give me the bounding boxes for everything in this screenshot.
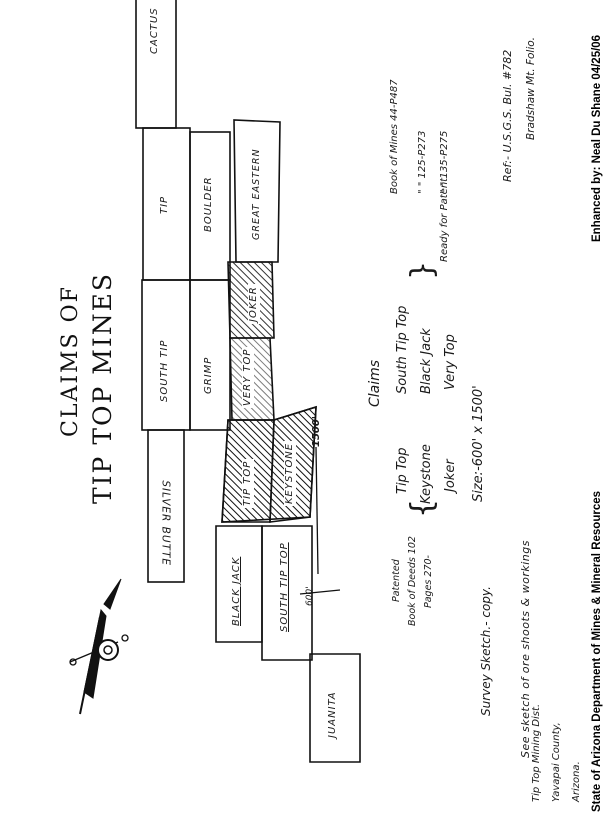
reference-line-1: Ref:- U.S.G.S. Bul. #782: [501, 49, 514, 182]
claims-brace-left: {: [405, 498, 440, 518]
location-line-2: Yavapai County,: [551, 722, 562, 802]
claim-label-boulder: BOULDER: [203, 176, 214, 232]
claim-label-silver-butte: SILVER BUTTE: [159, 480, 172, 566]
book-of-mines-line-3: " " 135-P275: [439, 130, 450, 194]
credit-bottom: State of Arizona Department of Mines & Mineral Resources: [591, 490, 603, 812]
claims-col2-item-2: Black Jack: [419, 328, 434, 394]
patented-note-line-3: Pages 270-: [423, 555, 434, 608]
ready-for-patent: Ready for Patent: [439, 177, 450, 262]
credit-right: Enhanced by: Neal Du Shane 04/25/06: [591, 34, 603, 242]
reference-line-2: Bradshaw Mt. Folio.: [525, 36, 537, 140]
title-line-1: CLAIMS OF: [58, 285, 83, 437]
claim-label-tip: TIP: [159, 195, 170, 214]
book-of-mines-line-2: " " 125-P273: [417, 130, 428, 194]
north-arrow-icon: [70, 579, 128, 714]
claim-label-juanita: JUANITA: [327, 691, 338, 738]
location-line-1: Tip Top Mining Dist.: [531, 703, 542, 802]
claims-heading: Claims: [367, 359, 383, 407]
dimension-label-1500: 1500': [311, 416, 322, 447]
book-of-mines-line-1: Book of Mines 44-P487: [389, 79, 400, 194]
patented-note-line-1: Patented: [391, 559, 402, 602]
claim-label-grimp: GRIMP: [203, 356, 214, 394]
claim-label-south-tip-top: SOUTH TIP TOP: [279, 542, 290, 632]
dimension-label-600: 600': [305, 586, 315, 606]
survey-note-line-1: Survey Sketch.- copy.: [479, 586, 493, 716]
claim-label-joker: JOKER: [248, 286, 259, 322]
claim-label-cactus: CACTUS: [149, 7, 160, 54]
survey-note-line-2: See sketch of ore shoots & workings: [519, 540, 532, 758]
location-line-3: Arizona.: [571, 761, 582, 802]
claims-size: Size:-600' x 1500': [471, 385, 486, 502]
claim-label-black-jack: BLACK JACK: [231, 556, 242, 626]
claims-col1-item-2: Keystone: [419, 444, 434, 504]
claim-label-south-tip: SOUTH TIP: [159, 339, 170, 402]
claim-grimp: [190, 280, 230, 430]
claim-label-keystone: KEYSTONE: [284, 442, 295, 504]
hatched-patented-area: [222, 262, 316, 522]
claims-col2-item-1: South Tip Top: [395, 305, 410, 394]
claims-col2-item-3: Very Top: [443, 334, 458, 390]
title-line-2: TIP TOP MINES: [88, 272, 117, 504]
claims-col1-item-3: Joker: [443, 459, 458, 492]
claim-label-very-top: VERY TOP: [242, 348, 253, 406]
patented-note-line-2: Book of Deeds 102: [407, 536, 418, 626]
claims-brace-right: }: [405, 260, 440, 280]
claim-label-great-eastern: GREAT EASTERN: [251, 148, 262, 240]
claim-label-tip-top: TIP TOP: [242, 460, 253, 506]
dimension-line-1500: [316, 447, 318, 574]
claims-col1-item-1: Tip Top: [395, 447, 410, 494]
